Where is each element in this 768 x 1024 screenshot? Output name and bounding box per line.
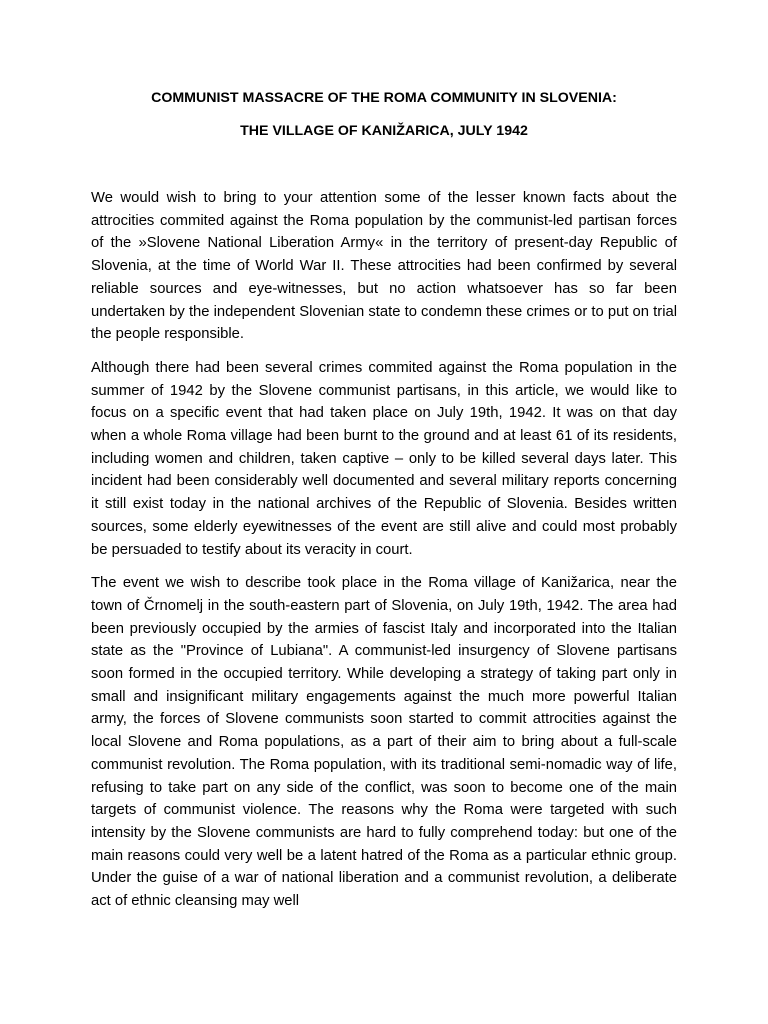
paragraph-2: Although there had been several crimes commited against the Roma population in the summer of 1942 by the Slovene communist partisans, in this article, we would like to focus on a specific event that had taken place on July 19th, 1942. It was on that day when a whole Roma village had been burnt to the ground and at least 61 of its residents, including women and children, taken captive – only to be killed several days later. This incident had been considerably well documented and several military reports concerning it still exist today in the national archives of the Republic of Slovenia. Besides written sources, some elderly eyewitnesses of the event are still alive and could most probably be persuaded to testify about its veracity in court. bbox=[91, 359, 677, 558]
paragraph-1: We would wish to bring to your attention some of the lesser known facts about the attrocities commited against the Roma population by the communist-led partisan forces of the »Slovene National Liberation Army« in the territory of present-day Republic of Slovenia, at the time of World War II. These attrocities had been confirmed by several reliable sources and eye-witnesses, but no action whatsoever has so far been undertaken by the independent Slovenian state to condemn these crimes or to put on trial the people responsible. bbox=[91, 190, 677, 343]
paragraph-3: The event we wish to describe took place in the Roma village of Kanižarica, near the town of Črnomelj in the south-eastern part of Slovenia, on July 19th, 1942. The area had been previously occupied by the armies of fascist Italy and incorporated into the Italian state as the "Province of Lubiana". A communist-led insurgency of Slovene partisans soon formed in the occupied territory. While developing a strategy of taking part only in small and insignificant military engagements against the much more powerful Italian army, the forces of Slovene communists soon started to commit attrocities against the local Slovene and Roma populations, as a part of their aim to bring about a full-scale communist revolution. The Roma population, with its traditional semi-nomadic way of life, refusing to take part on any side of the conflict, was soon to become one of the main targets of communist violence. The reasons why the Roma were targeted with such intensity by the Slovene communists are hard to fully comprehend today: but one of the main reasons could very well be a latent hatred of the Roma as a particular ethnic group. Under the guise of a war of national liberation and a communist revolution, a deliberate act of ethnic cleansing may well bbox=[91, 575, 677, 910]
document-title-line-2: THE VILLAGE OF KANIŽARICA, JULY 1942 bbox=[240, 123, 528, 139]
document-body bbox=[91, 187, 677, 924]
document-title-line-1: COMMUNIST MASSACRE OF THE ROMA COMMUNITY IN SLOVENIA: bbox=[151, 90, 617, 106]
